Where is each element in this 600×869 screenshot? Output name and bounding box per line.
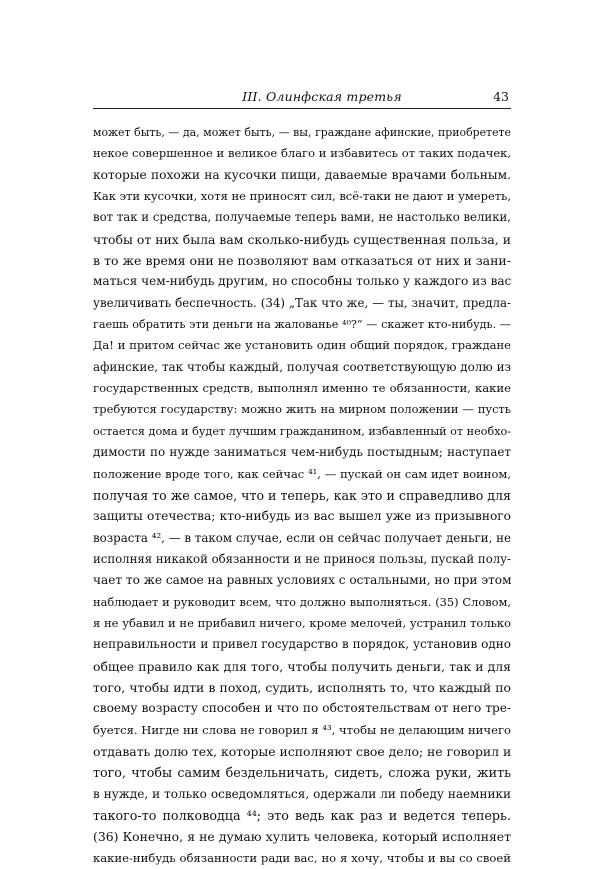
main-text <box>93 122 511 869</box>
text-line-15: остается дома и будет лучшим гражданином, избавленный от необхо- <box>93 424 511 438</box>
text-line-19: защиты отечества; кто-нибудь из вас вышел уже из призывного <box>93 509 511 524</box>
text-line-33: такого-то полководца ⁴⁴; это ведь как раз и ведется теперь. <box>93 808 511 823</box>
text-line-20: возраста ⁴², — в таком случае, если он сейчас получает деньги, не <box>93 530 511 545</box>
running-header <box>93 86 511 109</box>
text-line-24: я не убавил и не прибавил ничего, кроме мелочей, устранил только <box>93 615 511 630</box>
text-line-27: того, чтобы идти в поход, судить, исполнять то, что каждый по <box>93 679 511 695</box>
text-line-35: какие-нибудь обязанности ради вас, но я хочу, чтобы и вы со своей <box>93 850 511 865</box>
text-line-22: чает то же самое на равных условиях с остальными, но при этом <box>93 573 511 588</box>
text-line-18: получая то же самое, что и теперь, как это и справедливо для <box>93 487 511 503</box>
text-line-10: гаешь обратить эти деньги на жалованье ⁴⁰?“ — скажет кто-нибудь. — <box>93 318 511 332</box>
text-line-30: отдавать долю тех, которые исполняют свое дело; не говорил и <box>93 743 511 759</box>
text-line-31: того, чтобы самим бездельничать, сидеть, сложа руки, жить <box>93 765 511 781</box>
text-line-7: в то же время они не позволяют вам отказаться от них и зани- <box>93 253 511 269</box>
text-line-16: димости по нужде заниматься чем-нибудь постыдным; наступает <box>93 445 511 460</box>
page-number: 43 <box>493 89 509 104</box>
text-line-26: общее правило как для того, чтобы получить деньги, так и для <box>93 658 511 674</box>
text-line-1: может быть, — да, может быть, — вы, граждане афинские, приобретете <box>93 126 511 139</box>
text-line-32: в нужде, и только осведомляться, одержали ли победу наемники <box>93 786 511 801</box>
text-line-25: неправильности и привел государство в порядок, установив одно <box>93 637 511 652</box>
text-line-21: исполняя никакой обязанности и не принося пользы, пускай полу- <box>93 551 511 566</box>
text-line-29: буется. Нигде ни слова не говорил я ⁴³, чтобы не делающим ничего <box>93 722 511 737</box>
text-line-9: увеличивать беспечность. (34) „Так что же, — ты, значит, предла- <box>93 295 511 310</box>
text-line-12: афинские, так чтобы каждый, получая соответствующую долю из <box>93 359 511 374</box>
text-line-2: некое совершенное и великое благо и избавитесь от таких подачек, <box>93 146 511 161</box>
text-line-13: государственных средств, выполнял именно те обязанности, какие <box>93 381 511 396</box>
text-line-11: Да! и притом сейчас же установить один общий порядок, граждане <box>93 338 511 353</box>
text-line-23: наблюдает и руководит всем, что должно выполняться. (35) Словом, <box>93 594 511 609</box>
text-line-3: которые похожи на кусочки пищи, даваемые врачами больным. <box>93 167 511 182</box>
text-line-17: положение вроде того, как сейчас ⁴¹, — пускай он сам идет воином, <box>93 466 511 481</box>
text-line-4: Как эти кусочки, хотя не приносят сил, всё-таки не дают и умереть, <box>93 189 511 204</box>
text-line-34: (36) Конечно, я не думаю хулить человека, который исполняет <box>93 829 511 845</box>
text-line-14: требуются государству: можно жить на мирном положении — пусть <box>93 402 511 417</box>
text-line-6: чтобы от них была вам сколько-нибудь существенная польза, и <box>93 231 511 247</box>
text-line-8: маться чем-нибудь другим, но способны только у каждого из вас <box>93 274 511 289</box>
text-line-28: своему возрасту способен и что по обстоятельствам от него тре- <box>93 701 511 716</box>
text-line-5: вот так и средства, получаемые теперь вами, не настолько велики, <box>93 210 511 225</box>
chapter-title: III. Олинфская третья <box>242 89 402 104</box>
